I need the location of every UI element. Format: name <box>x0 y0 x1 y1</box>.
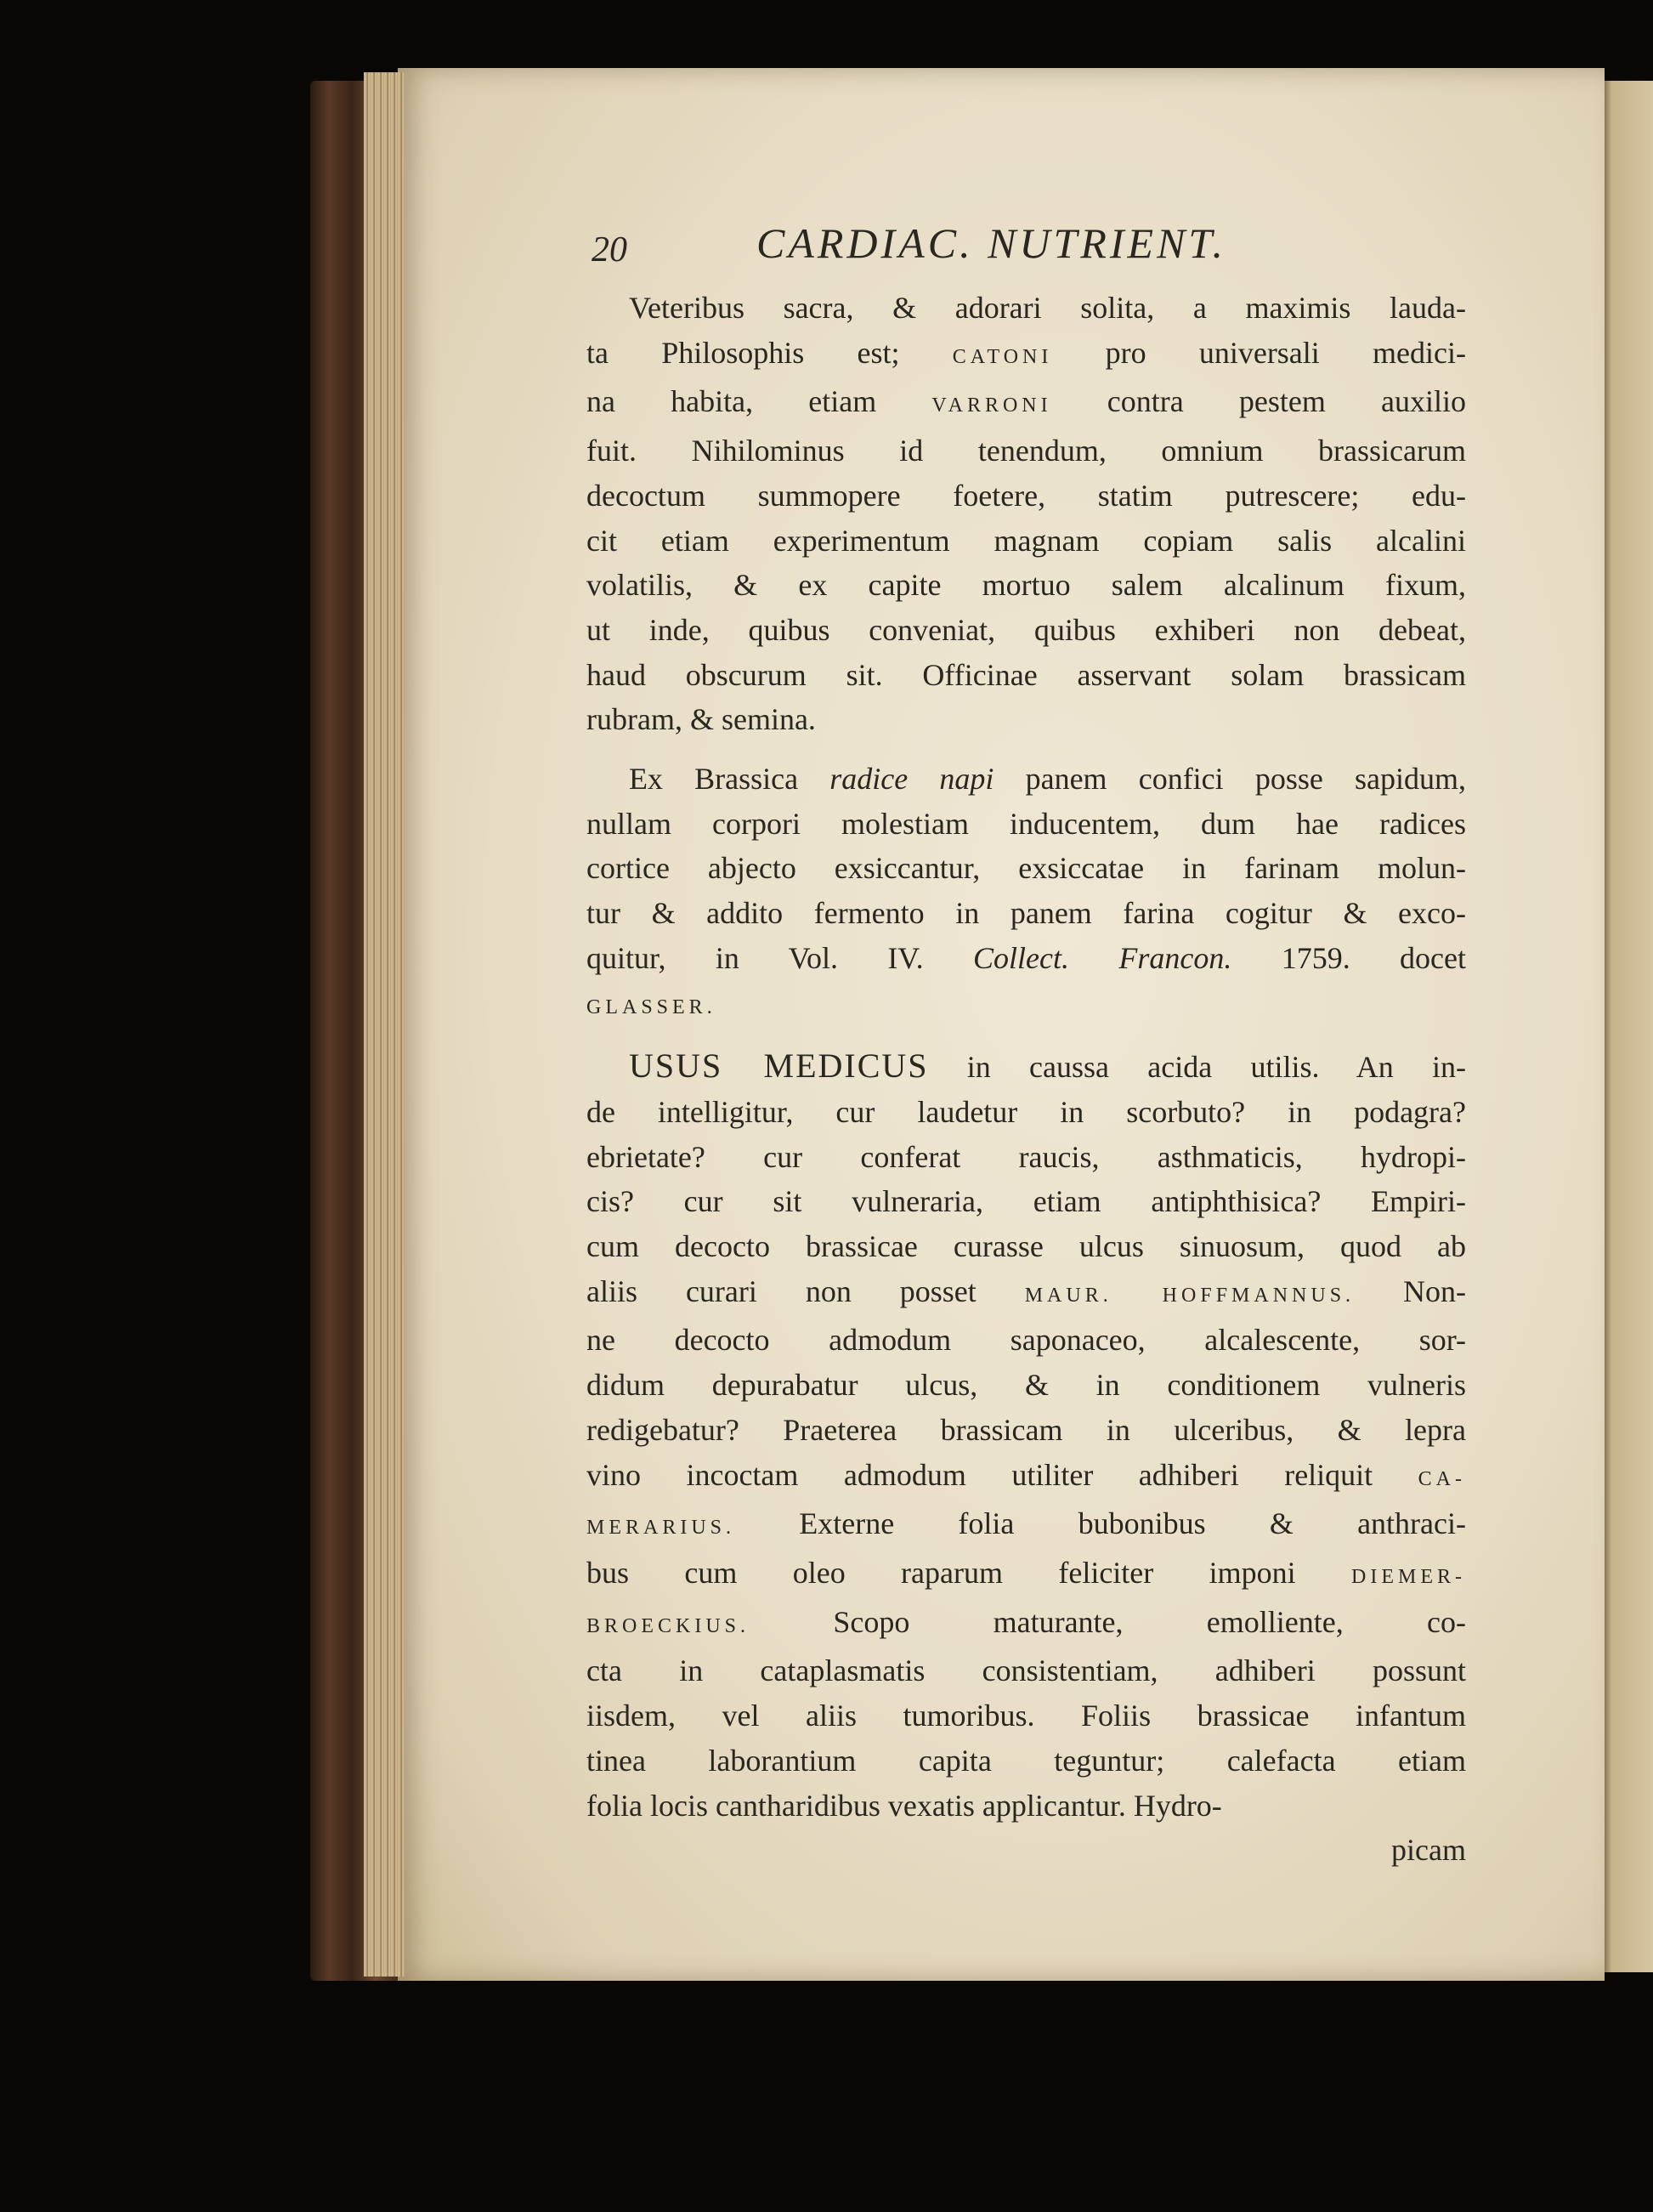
text-run: quitur, in Vol. IV. <box>586 940 974 975</box>
text-line <box>586 1453 1466 1502</box>
paragraph <box>586 1044 1466 1828</box>
text-line <box>586 331 1466 380</box>
text-run: cta in cataplasmatis consistentiam, adhiberi possunt <box>586 1653 1466 1688</box>
text-line <box>586 1408 1466 1453</box>
text-run: tur & addito fermento in panem farina cogitur & exco- <box>586 896 1466 931</box>
text-line <box>586 563 1466 608</box>
text-line <box>586 1224 1466 1269</box>
text-line <box>586 757 1466 802</box>
text-run: pro universali medici- <box>1052 335 1466 370</box>
text-line <box>586 1044 1466 1090</box>
text-line <box>586 1179 1466 1224</box>
text-run: volatilis, & ex capite mortuo salem alcalinum fixum, <box>586 568 1466 603</box>
italic-text: radice napi <box>829 762 994 797</box>
text-line <box>586 608 1466 653</box>
small-caps-name: MAUR. HOFFMANNUS. <box>1024 1284 1356 1307</box>
text-run: Externe folia bubonibus & anthraci- <box>735 1506 1466 1541</box>
text-run: redigebatur? Praeterea brassicam in ulceribus, & lepra <box>586 1412 1466 1447</box>
paragraph-gap <box>586 742 1466 757</box>
text-line <box>586 1090 1466 1135</box>
page-number: 20 <box>592 230 627 269</box>
text-line <box>586 981 1466 1030</box>
text-line <box>586 1738 1466 1784</box>
text-run: ta Philosophis est; <box>586 335 953 370</box>
catchword: picam <box>1391 1833 1466 1868</box>
running-title: CARDIAC. NUTRIENT. <box>756 219 1227 267</box>
text-run: cis? cur sit vulneraria, etiam antiphthisica? Empiri- <box>586 1184 1466 1219</box>
next-page-edge <box>1598 81 1653 1972</box>
text-run: Non- <box>1355 1273 1466 1308</box>
small-caps-name: CA- <box>1418 1467 1466 1490</box>
running-header <box>586 219 1466 281</box>
text-run: ne decocto admodum saponaceo, alcalescente, sor- <box>586 1323 1466 1358</box>
text-line <box>586 1363 1466 1408</box>
text-line <box>586 1784 1466 1829</box>
text-line <box>586 1269 1466 1319</box>
page-text <box>586 219 1467 1873</box>
text-run: cum decocto brassicae curasse ulcus sinuosum, quod ab <box>586 1229 1466 1264</box>
text-line <box>586 1648 1466 1693</box>
small-caps-name: CATONI <box>952 345 1053 368</box>
page-edges <box>364 72 405 1977</box>
text-line <box>586 653 1466 698</box>
text-line <box>586 891 1466 936</box>
text-line <box>586 428 1466 474</box>
paragraph-gap <box>586 1029 1466 1044</box>
italic-text: Collect. Francon. <box>973 940 1232 975</box>
text-run: Veteribus sacra, & adorari solita, a maximis lauda- <box>629 291 1466 325</box>
text-run: Ex Brassica <box>629 762 830 797</box>
text-line <box>586 1501 1466 1551</box>
section-heading: USUS MEDICUS <box>629 1046 929 1086</box>
text-run: tinea laborantium capita teguntur; calefacta etiam <box>586 1743 1466 1778</box>
body-text <box>586 286 1466 1828</box>
small-caps-name: DIEMER- <box>1351 1565 1466 1588</box>
text-line <box>586 697 1466 742</box>
paragraph <box>586 757 1466 1029</box>
text-run: vino incoctam admodum utiliter adhiberi reliquit <box>586 1457 1418 1492</box>
text-run: aliis curari non posset <box>586 1273 1025 1308</box>
text-run: decoctum summopere foetere, statim putrescere; edu- <box>586 478 1466 513</box>
text-run: rubram, & semina. <box>586 702 816 737</box>
text-run: 1759. docet <box>1231 940 1467 975</box>
small-caps-name: BROECKIUS. <box>586 1614 750 1637</box>
catchword-line <box>586 1828 1466 1873</box>
text-run: de intelligitur, cur laudetur in scorbuto? in podagra? <box>586 1094 1466 1129</box>
text-line <box>586 802 1466 847</box>
text-run: ut inde, quibus conveniat, quibus exhiberi non debeat, <box>586 612 1466 647</box>
text-run: iisdem, vel aliis tumoribus. Foliis brassicae infantum <box>586 1699 1466 1733</box>
text-run: haud obscurum sit. Officinae asservant solam brassicam <box>586 657 1466 692</box>
text-line <box>586 1551 1466 1600</box>
text-line <box>586 1135 1466 1180</box>
text-run: bus cum oleo raparum feliciter imponi <box>586 1555 1352 1590</box>
paragraph <box>586 286 1466 742</box>
text-line <box>586 519 1466 564</box>
text-line <box>586 474 1466 519</box>
text-run: in caussa acida utilis. An in- <box>928 1050 1466 1085</box>
text-line <box>586 379 1466 428</box>
small-caps-name: MERARIUS. <box>586 1517 736 1540</box>
text-run: cit etiam experimentum magnam copiam salis alcalini <box>586 523 1466 558</box>
text-run: folia locis cantharidibus vexatis applicantur. Hydro- <box>586 1788 1222 1823</box>
text-line <box>586 846 1466 891</box>
text-line <box>586 286 1466 331</box>
text-run: panem confici posse sapidum, <box>993 762 1466 797</box>
text-line <box>586 1693 1466 1738</box>
text-run: na habita, etiam <box>586 384 932 419</box>
small-caps-name: VARRONI <box>931 394 1052 417</box>
text-run: contra pestem auxilio <box>1051 384 1466 419</box>
text-line <box>586 1600 1466 1649</box>
text-run: nullam corpori molestiam inducentem, dum hae radices <box>586 806 1466 841</box>
text-run: Scopo maturante, emolliente, co- <box>750 1604 1466 1639</box>
text-run: fuit. Nihilominus id tenendum, omnium brassicarum <box>586 434 1466 468</box>
text-run: ebrietate? cur conferat raucis, asthmaticis, hydropi- <box>586 1139 1466 1174</box>
text-run: didum depurabatur ulcus, & in conditionem vulneris <box>586 1368 1466 1403</box>
text-run: cortice abjecto exsiccantur, exsiccatae in farinam molun- <box>586 851 1466 886</box>
text-line <box>586 936 1466 981</box>
small-caps-name: GLASSER. <box>586 995 716 1018</box>
text-line <box>586 1318 1466 1363</box>
